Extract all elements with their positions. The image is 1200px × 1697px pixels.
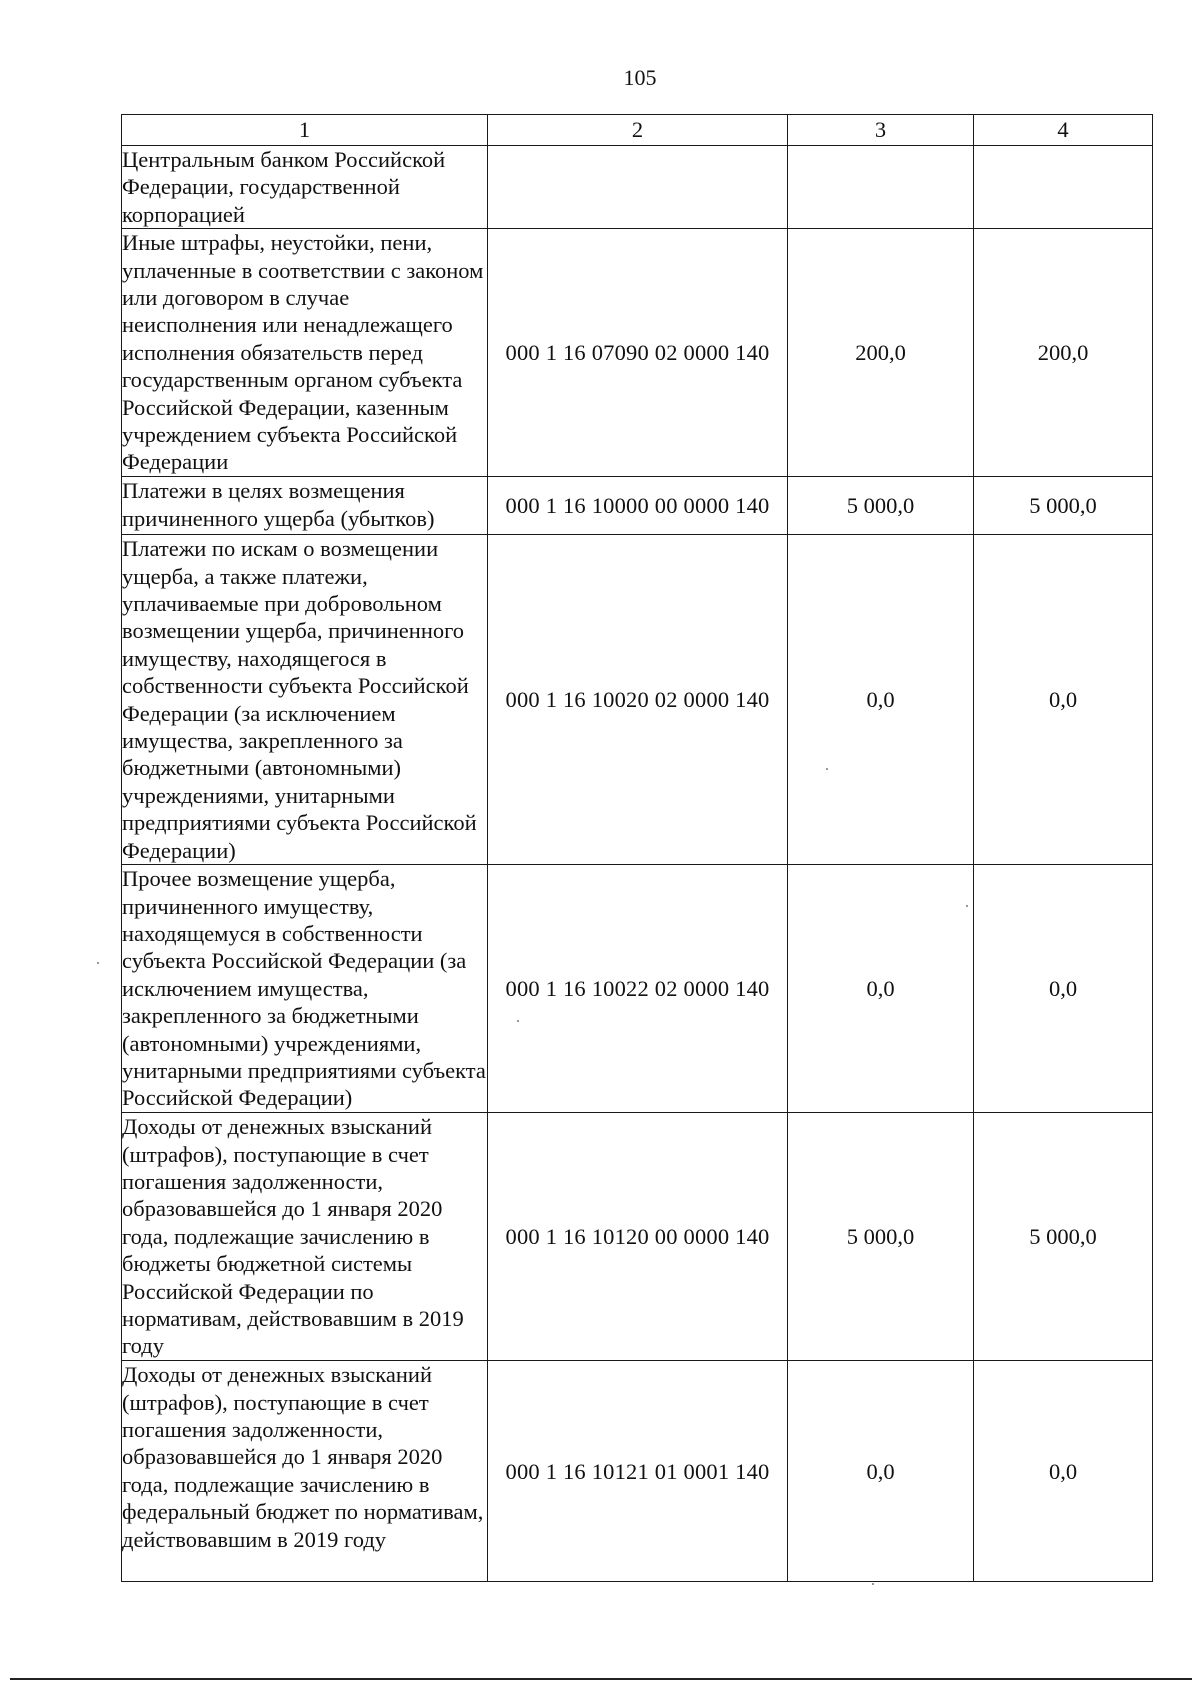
row-value-4: 5 000,0 bbox=[974, 1113, 1153, 1361]
row-value-3: 5 000,0 bbox=[788, 1113, 974, 1361]
row-code bbox=[488, 146, 788, 229]
row-name: Иные штрафы, неустойки, пени, уплаченные в соответствии с законом или договором в случае неисполнения или ненадлежащего исполнения обязательств перед государственным органом субъекта Российской Федерации, казенным учреждением субъекта Российской Федерации bbox=[122, 229, 488, 477]
column-number-2: 2 bbox=[488, 115, 788, 146]
row-value-4 bbox=[974, 146, 1153, 229]
row-code: 000 1 16 10020 02 0000 140 bbox=[488, 535, 788, 865]
row-code: 000 1 16 10000 00 0000 140 bbox=[488, 477, 788, 535]
row-value-3: 5 000,0 bbox=[788, 477, 974, 535]
page-number: 105 bbox=[623, 65, 657, 90]
budget-revenue-table bbox=[121, 114, 1153, 1582]
scan-speck bbox=[966, 905, 968, 907]
column-number-4: 4 bbox=[974, 115, 1153, 146]
table-row bbox=[122, 229, 1153, 477]
bottom-scan-rule bbox=[10, 1678, 1192, 1680]
row-name: Доходы от денежных взысканий (штрафов), поступающие в счет погашения задолженности, образовавшейся до 1 января 2020 года, подлежащие зачислению в бюджеты бюджетной системы Российской Федерации по нормативам, действовавшим в 2019 году bbox=[122, 1113, 488, 1361]
row-code: 000 1 16 10121 01 0001 140 bbox=[488, 1361, 788, 1582]
row-value-3: 0,0 bbox=[788, 535, 974, 865]
row-name: Центральным банком Российской Федерации, государственной корпорацией bbox=[122, 146, 488, 229]
row-value-3: 200,0 bbox=[788, 229, 974, 477]
row-name: Прочее возмещение ущерба, причиненного имуществу, находящемуся в собственности субъекта Российской Федерации (за исключением имущества, закрепленного за бюджетными (автономными) учреждениями, унитарными предприятиями субъекта Российской Федерации) bbox=[122, 865, 488, 1113]
row-value-4: 5 000,0 bbox=[974, 477, 1153, 535]
row-code: 000 1 16 10022 02 0000 140 bbox=[488, 865, 788, 1113]
row-code: 000 1 16 10120 00 0000 140 bbox=[488, 1113, 788, 1361]
row-value-4: 0,0 bbox=[974, 865, 1153, 1113]
scan-speck bbox=[97, 962, 99, 964]
row-name: Доходы от денежных взысканий (штрафов), поступающие в счет погашения задолженности, образовавшейся до 1 января 2020 года, подлежащие зачислению в федеральный бюджет по нормативам, действовавшим в 2019 году bbox=[122, 1361, 488, 1582]
column-number-3: 3 bbox=[788, 115, 974, 146]
column-number-row bbox=[122, 115, 1153, 146]
row-value-3: 0,0 bbox=[788, 1361, 974, 1582]
scan-speck bbox=[517, 1020, 519, 1022]
row-value-3: 0,0 bbox=[788, 865, 974, 1113]
table-row bbox=[122, 146, 1153, 229]
row-value-4: 200,0 bbox=[974, 229, 1153, 477]
row-value-4: 0,0 bbox=[974, 1361, 1153, 1582]
table-row bbox=[122, 1361, 1153, 1582]
column-number-1: 1 bbox=[122, 115, 488, 146]
table-row bbox=[122, 865, 1153, 1113]
row-name: Платежи в целях возмещения причиненного ущерба (убытков) bbox=[122, 477, 488, 535]
table-row bbox=[122, 1113, 1153, 1361]
table-row bbox=[122, 535, 1153, 865]
scan-speck bbox=[826, 768, 828, 770]
scan-speck bbox=[872, 1583, 874, 1585]
row-name: Платежи по искам о возмещении ущерба, а также платежи, уплачиваемые при добровольном возмещении ущерба, причиненного имуществу, находящегося в собственности субъекта Российской Федерации (за исключением имущества, закрепленного за бюджетными (автономными) учреждениями, унитарными предприятиями субъекта Российской Федерации) bbox=[122, 535, 488, 865]
row-value-3 bbox=[788, 146, 974, 229]
row-value-4: 0,0 bbox=[974, 535, 1153, 865]
row-code: 000 1 16 07090 02 0000 140 bbox=[488, 229, 788, 477]
table-row bbox=[122, 477, 1153, 535]
